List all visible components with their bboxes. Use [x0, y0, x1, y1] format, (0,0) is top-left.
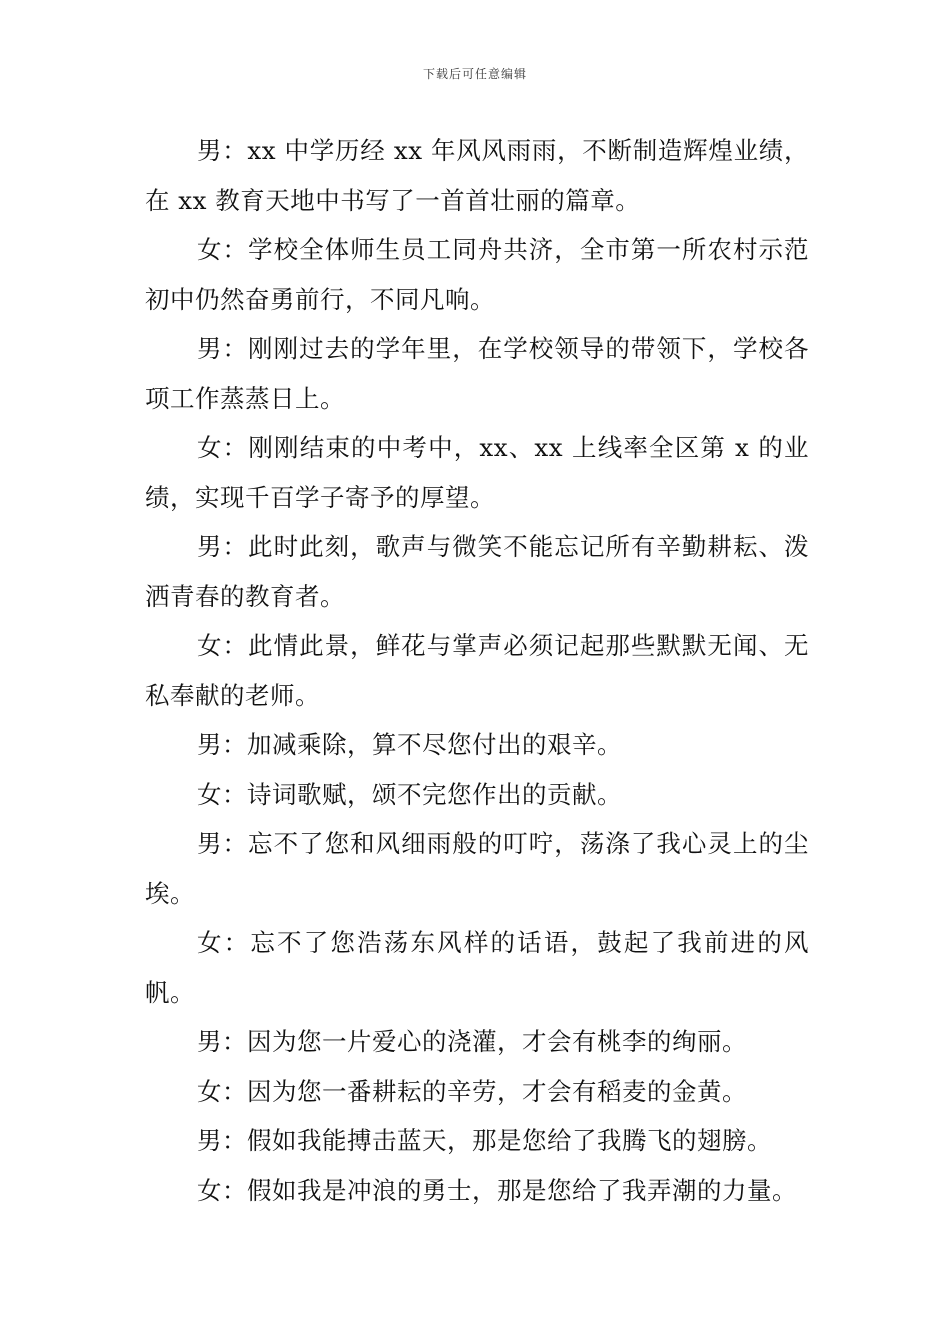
- document-body: [145, 126, 809, 1215]
- dialogue-paragraph: 女：假如我是冲浪的勇士，那是您给了我弄潮的力量。: [197, 1175, 797, 1205]
- dialogue-paragraph: 女：刚刚结束的中考中，xx、xx 上线率全区第 x 的业绩，实现千百学子寄予的厚望。: [145, 433, 809, 512]
- dialogue-paragraph: 女：因为您一番耕耘的辛劳，才会有稻麦的金黄。: [197, 1076, 747, 1106]
- dialogue-paragraph: 女：此情此景，鲜花与掌声必须记起那些默默无闻、无私奉献的老师。: [145, 631, 809, 710]
- dialogue-paragraph: 男：此时此刻，歌声与微笑不能忘记所有辛勤耕耘、泼洒青春的教育者。: [145, 532, 809, 611]
- dialogue-paragraph: 女：学校全体师生员工同舟共济，全市第一所农村示范初中仍然奋勇前行，不同凡响。: [145, 235, 809, 314]
- dialogue-paragraph: 女：诗词歌赋，颂不完您作出的贡献。: [197, 779, 622, 809]
- page-header: 下载后可任意编辑: [422, 67, 527, 81]
- dialogue-paragraph: 男：假如我能搏击蓝天，那是您给了我腾飞的翅膀。: [197, 1126, 772, 1155]
- dialogue-paragraph: 男：刚刚过去的学年里，在学校领导的带领下，学校各项工作蒸蒸日上。: [145, 334, 809, 413]
- dialogue-paragraph: 男：因为您一片爱心的浇灌，才会有桃李的绚丽。: [197, 1027, 747, 1056]
- dialogue-paragraph: 男：忘不了您和风细雨般的叮咛，荡涤了我心灵上的尘埃。: [145, 829, 809, 908]
- dialogue-paragraph: 女：忘不了您浩荡东风样的话语，鼓起了我前进的风帆。: [145, 928, 809, 1007]
- dialogue-paragraph: 男：加减乘除，算不尽您付出的艰辛。: [197, 730, 622, 759]
- dialogue-paragraph: 男：xx 中学历经 xx 年风风雨雨，不断制造辉煌业绩，在 xx 教育天地中书写了一首首壮丽的篇章。: [145, 136, 809, 215]
